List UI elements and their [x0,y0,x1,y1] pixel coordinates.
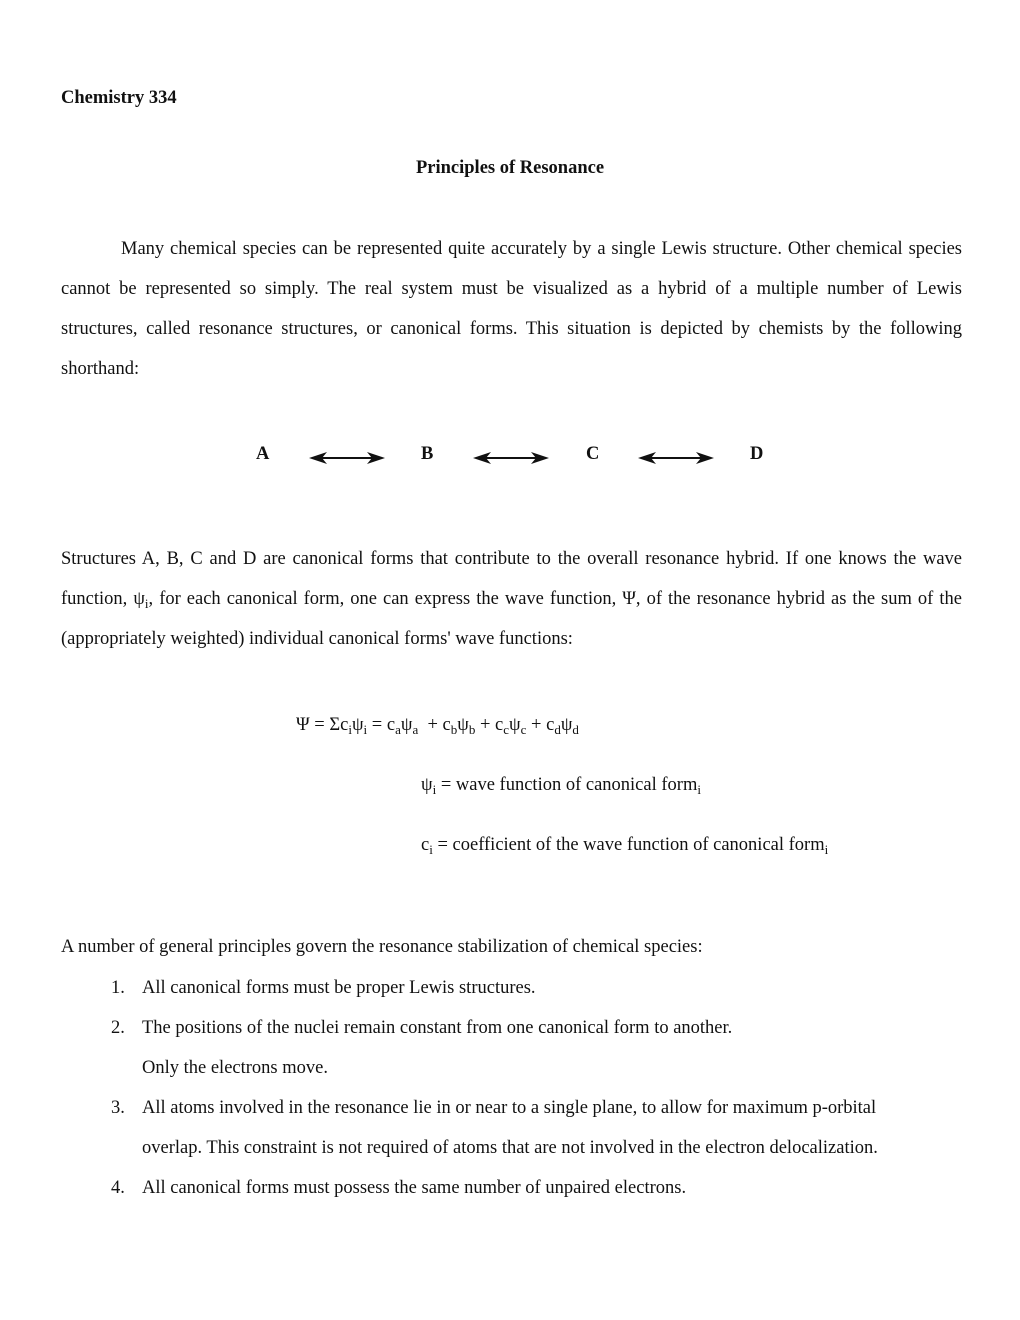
structure-label-b: B [421,444,434,464]
structure-label-d: D [750,444,764,464]
coefficient-definition: $c_i$ = coefficient of the wave function of canonical form$_i$ [421,835,829,857]
structure-label-a: A [256,444,270,464]
resonance-sequence [0,444,1020,474]
psi-definition: $\psi_i$ = wave function of canonical form$_i$ [421,775,701,797]
resonance-arrow-icon [473,448,549,468]
course-title: Chemistry 334 [61,88,177,108]
resonance-arrow-icon [309,448,385,468]
explanation-paragraph: Structures A, B, C and D are canonical forms that contribute to the overall resonance hybrid. If one knows the wave function, $\psi_i$, for each canonical form, one can express the wave function, Ψ, of the resonance hybrid as the sum of the (appropriately weighted) individual canonical forms' wave functions: [61,549,962,649]
resonance-arrow-icon [638,448,714,468]
page-title: Principles of Resonance [415,158,605,178]
intro-paragraph: Many chemical species can be represented quite accurately by a single Lewis structure. Other chemical species cannot be represented so simply. The real system must be visualized as a hybrid of a multiple number of Lewis structures, called resonance structures, or canonical forms. This situation is depicted by chemists by the following shorthand: [61,239,962,379]
principles-intro: A number of general principles govern the resonance stabilization of chemical species: [61,937,703,957]
structure-label-c: C [586,444,600,464]
wave-function-equation: $\Psi = \Sigma c_i\psi_i = c_a\psi_a + c_b\psi_b + c_c\psi_c + c_d\psi_d$ [296,715,579,737]
